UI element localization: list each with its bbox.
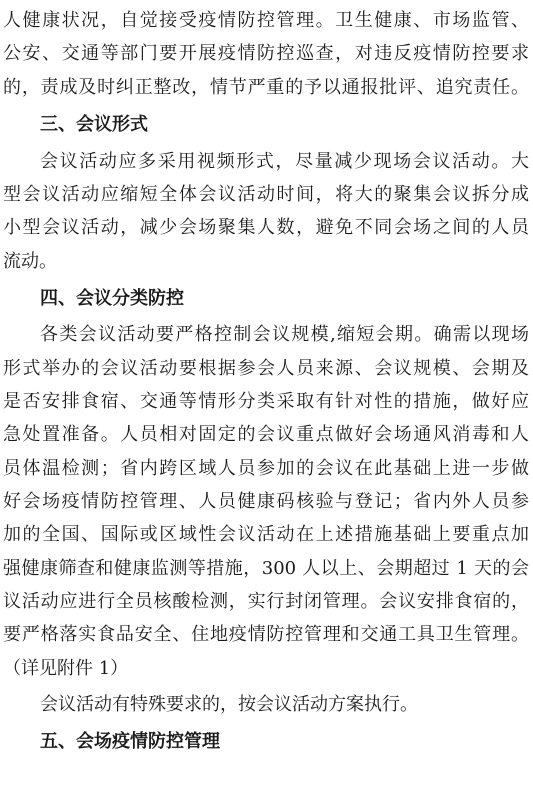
paragraph-line: 会议活动应多采用视频形式，尽量减少现场会议活动。大	[40, 151, 529, 172]
paragraph-line: 人健康状况，自觉接受疫情防控管理。卫生健康、市场监管、	[3, 10, 529, 31]
paragraph-line: 各类会议活动要严格控制会议规模,缩短会期。确需以现场	[40, 324, 529, 345]
paragraph-line: 急处置准备。人员相对固定的会议重点做好会场通风消毒和人	[3, 424, 529, 445]
section-heading-venue-control: 五、会场疫情防控管理	[40, 731, 220, 752]
section-heading-meeting-format: 三、会议形式	[40, 114, 148, 135]
paragraph-line: 流动。	[3, 251, 57, 272]
paragraph-line: 员体温检测；省内跨区域人员参加的会议在此基础上进一步做	[3, 458, 529, 479]
paragraph-line: 议活动应进行全员核酸检测，实行封闭管理。会议安排食宿的，	[3, 591, 529, 612]
paragraph-line: 公安、交通等部门要开展疫情防控巡查，对违反疫情防控要求	[3, 43, 529, 64]
paragraph-line: 好会场疫情防控管理、人员健康码核验与登记；省内外人员参	[3, 491, 529, 512]
paragraph-line: 是否安排食宿、交通等情形分类采取有针对性的措施，做好应	[3, 391, 529, 412]
paragraph-line: 要严格落实食品安全、住地疫情防控管理和交通工具卫生管理。	[3, 624, 529, 645]
paragraph-line: 型会议活动应缩短全体会议活动时间，将大的聚集会议拆分成	[3, 184, 529, 205]
paragraph-line: 强健康筛查和健康监测等措施，300 人以上、会期超过 1 天的会	[3, 558, 529, 579]
paragraph-line: 形式举办的会议活动要根据参会人员来源、会议规模、会期及	[3, 358, 529, 379]
paragraph-line: 的，责成及时纠正整改，情节严重的予以通报批评、追究责任。	[3, 77, 529, 98]
paragraph-line: 会议活动有特殊要求的，按会议活动方案执行。	[40, 694, 418, 715]
section-heading-meeting-classification: 四、会议分类防控	[40, 288, 184, 309]
paragraph-line: 小型会议活动，减少会场聚集人数，避免不同会场之间的人员	[3, 217, 529, 238]
paragraph-line: 加的全国、国际或区域性会议活动在上述措施基础上要重点加	[3, 524, 529, 545]
attachment-reference: （详见附件 1）	[3, 658, 129, 679]
